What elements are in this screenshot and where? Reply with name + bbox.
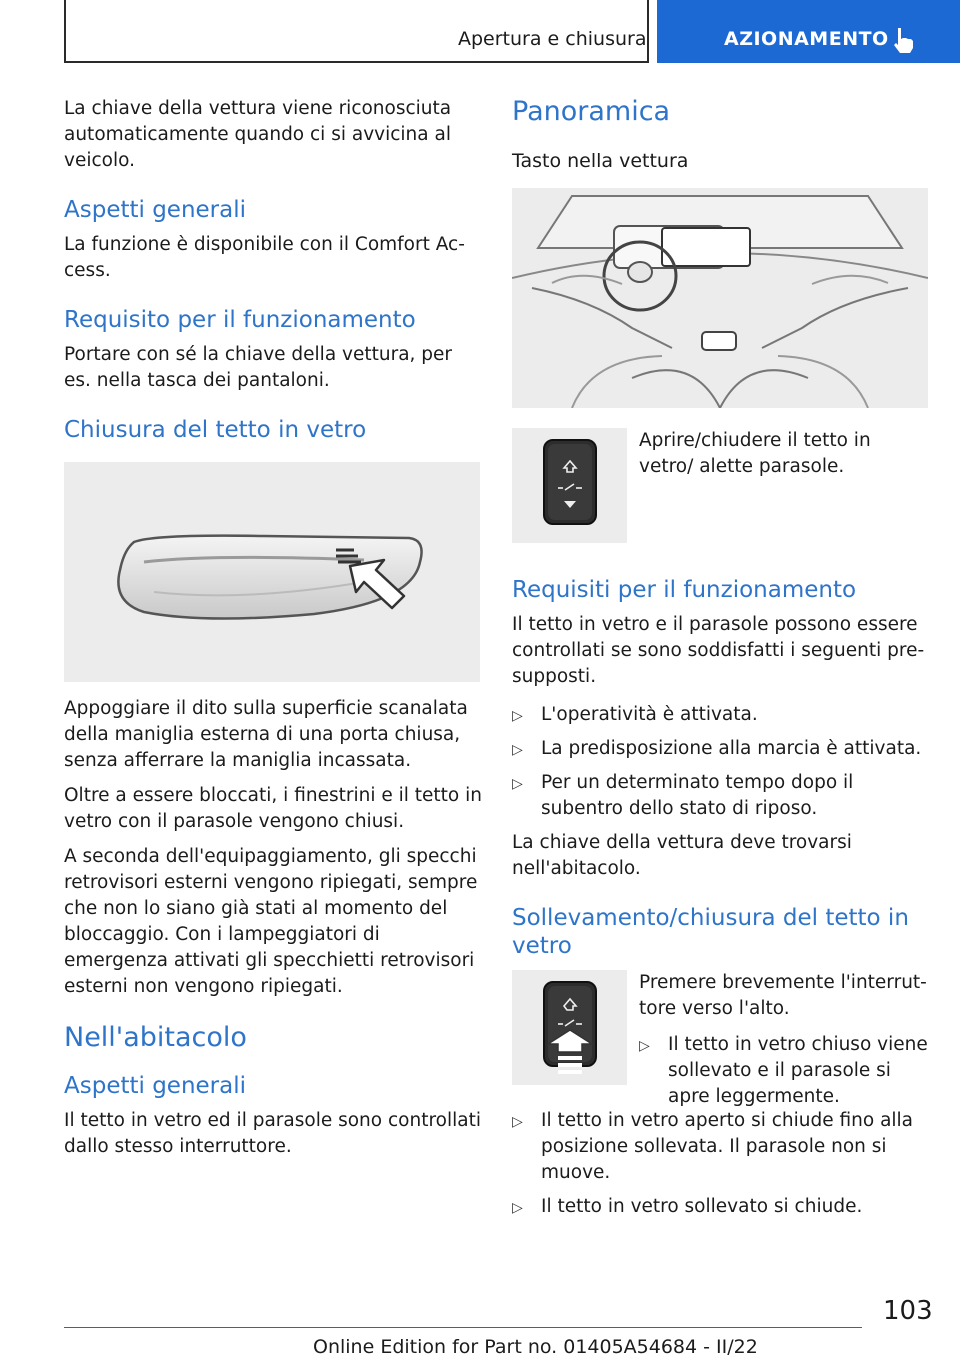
bullet-triangle-icon: ▷ [512,1200,523,1216]
touch-paragraph: Appoggiare il dito sulla superficie scanalata della maniglia esterna di una porta chiusa, senza afferrare la maniglia incassata. [64,698,468,771]
switch-caption-wrap [639,428,930,480]
key-paragraph: La chiave della vettura deve trovarsi nell'abitacolo. [512,832,852,879]
requirement-paragraph: Portare con sé la chiave della vettura, per es. nella tasca dei pantaloni. [64,344,453,391]
right-column [512,96,930,1228]
intro-paragraph: La chiave della vettura viene riconosciuta automaticamente quando ci si avvicina al veicolo. [64,98,452,171]
heading-requirement: Requisito per il funzionamento [64,307,416,333]
bullet-triangle-icon: ▷ [639,1038,650,1054]
left-column [64,96,482,1169]
requirements-list [512,702,930,822]
windows-paragraph: Oltre a essere bloccati, i finestrini e il tetto in vetro con il parasole vengono chiusi. [64,785,482,832]
list-item: ▷ La predisposizione alla marcia è attivata. [512,736,930,762]
roof-switch-figure [512,428,627,543]
press-paragraph: Premere brevemente l'interruttore verso l'alto. [639,972,927,1019]
footer-edition: Online Edition for Part no. 01405A54684 - II/22 [313,1336,758,1358]
list-item: ▷ Il tetto in vetro chiuso viene sollevato e il parasole si apre leggermente. [639,1034,928,1107]
bullet-triangle-icon: ▷ [512,742,523,758]
heading-general-interior: Aspetti generali [64,1073,247,1099]
bullet-triangle-icon: ▷ [512,708,523,724]
page-number: 103 [883,1296,933,1326]
button-in-car-label: Tasto nella vettura [512,150,689,172]
heading-interior: Nell'abitacolo [64,1022,247,1053]
header-chapter-title: AZIONAMENTO [724,28,889,50]
bullet-triangle-icon: ▷ [512,776,523,792]
general-paragraph: La funzione è disponibile con il Comfort Access. [64,234,465,281]
car-interior-figure [512,188,928,408]
list-item: ▷ L'operatività è attivata. [512,702,930,728]
list-item: ▷ Per un determinato tempo dopo il subentro dello stato di riposo. [512,772,854,819]
list-item: ▷ Il tetto in vetro sollevato si chiude. [512,1194,930,1220]
header-chapter-tab [657,0,960,63]
heading-general: Aspetti generali [64,197,247,223]
switch-overview-row [512,428,930,546]
door-handle-figure [64,462,480,682]
bullet-triangle-icon: ▷ [512,1114,523,1130]
heading-glass-roof-closing: Chiusura del tetto in vetro [64,417,367,443]
heading-requirements: Requisiti per il funzionamento [512,577,857,603]
list-item: ▷ Il tetto in vetro aperto si chiude fino alla posizione sollevata. Il parasole non si muove. [512,1110,914,1183]
raise-sub-list [639,1032,930,1110]
raise-list [512,1108,930,1220]
switch-raise-text [639,970,930,1110]
general-interior-paragraph: Il tetto in vetro ed il parasole sono controllati dallo stesso interruttore. [64,1110,481,1157]
switch-raise-row [512,970,930,1107]
mirrors-paragraph: A seconda dell'equipaggiamento, gli specchi retrovisori esterni vengono ripiegati, sempre che non lo siano già stati al momento del bloccaggio. Con i lampeggiatori di emergenza attivati gli specchietti retrovisori esterni non vengono ripiegati. [64,846,478,997]
requirements-paragraph: Il tetto in vetro e il parasole possono essere controllati se sono soddisfatti i seguenti presupposti. [512,614,925,687]
heading-overview: Panoramica [512,96,671,127]
footer-divider [64,1327,862,1328]
switch-caption: Aprire/chiudere il tetto in vetro/ alette parasole. [639,430,871,477]
heading-raise-close: Sollevamento/chiusura del tetto in vetro [512,905,909,959]
pointing-hand-icon [891,26,917,54]
header-section-title: Apertura e chiusura [458,28,647,50]
roof-switch-up-figure [512,970,627,1085]
